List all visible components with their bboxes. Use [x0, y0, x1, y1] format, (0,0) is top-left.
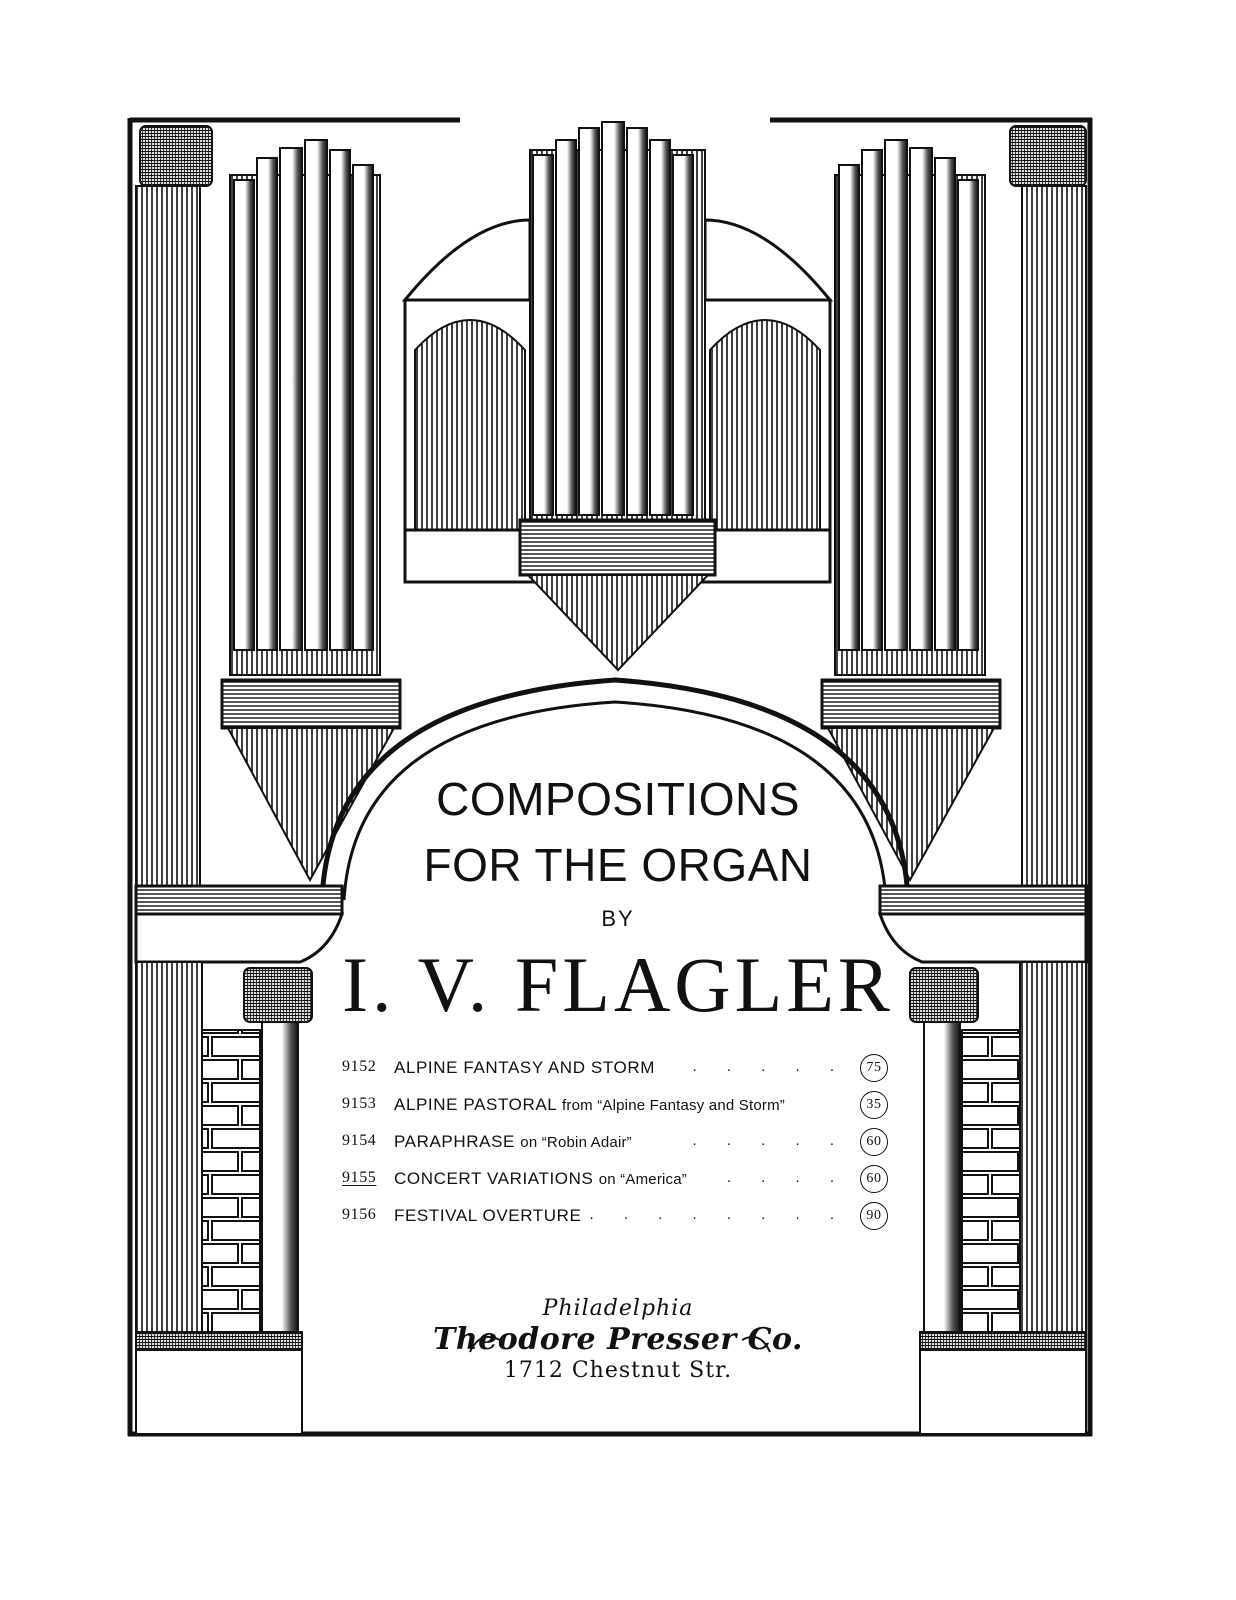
- price-circle: 35: [860, 1091, 888, 1119]
- price-circle: 75: [860, 1054, 888, 1082]
- composer-name: I. V. FLAGLER: [342, 941, 894, 1028]
- list-item: [342, 1165, 890, 1202]
- dot-leader: . . . . . . . .: [589, 1206, 847, 1223]
- dot-leader: . . . .: [726, 1169, 847, 1186]
- works-list: [342, 1054, 890, 1239]
- dot-leader: . . . . .: [692, 1058, 847, 1075]
- right-pipe-tower: [822, 140, 1000, 880]
- catalog-number: 9154: [342, 1132, 377, 1149]
- catalog-number: 9152: [342, 1058, 377, 1075]
- price-circle: 60: [860, 1128, 888, 1156]
- work-title: PARAPHRASE on “Robin Adair”: [394, 1132, 632, 1151]
- list-item: [342, 1054, 890, 1091]
- work-title: FESTIVAL OVERTURE: [394, 1206, 582, 1225]
- publisher-city: Philadelphia: [542, 1296, 694, 1321]
- price-circle: 90: [860, 1202, 888, 1230]
- catalog-number: 9155: [342, 1169, 377, 1186]
- catalog-number: 9153: [342, 1095, 377, 1112]
- dot-leader: . . . . .: [692, 1132, 847, 1149]
- work-title: CONCERT VARIATIONS on “America”: [394, 1169, 687, 1188]
- catalog-number: 9156: [342, 1206, 377, 1223]
- list-item: [342, 1091, 890, 1128]
- publisher-name: Theodore Presser Co.: [433, 1322, 803, 1357]
- list-item: [342, 1202, 890, 1239]
- work-title: ALPINE PASTORAL from “Alpine Fantasy and Storm”: [394, 1095, 785, 1114]
- price-circle: 60: [860, 1165, 888, 1193]
- work-title: ALPINE FANTASY AND STORM: [394, 1058, 655, 1077]
- center-organ-case: [405, 122, 830, 670]
- title-line-1: COMPOSITIONS: [436, 773, 800, 825]
- title-line-2: FOR THE ORGAN: [423, 839, 813, 891]
- list-item: [342, 1128, 890, 1165]
- publisher-address: 1712 Chestnut Str.: [503, 1358, 733, 1383]
- byline: BY: [601, 906, 635, 931]
